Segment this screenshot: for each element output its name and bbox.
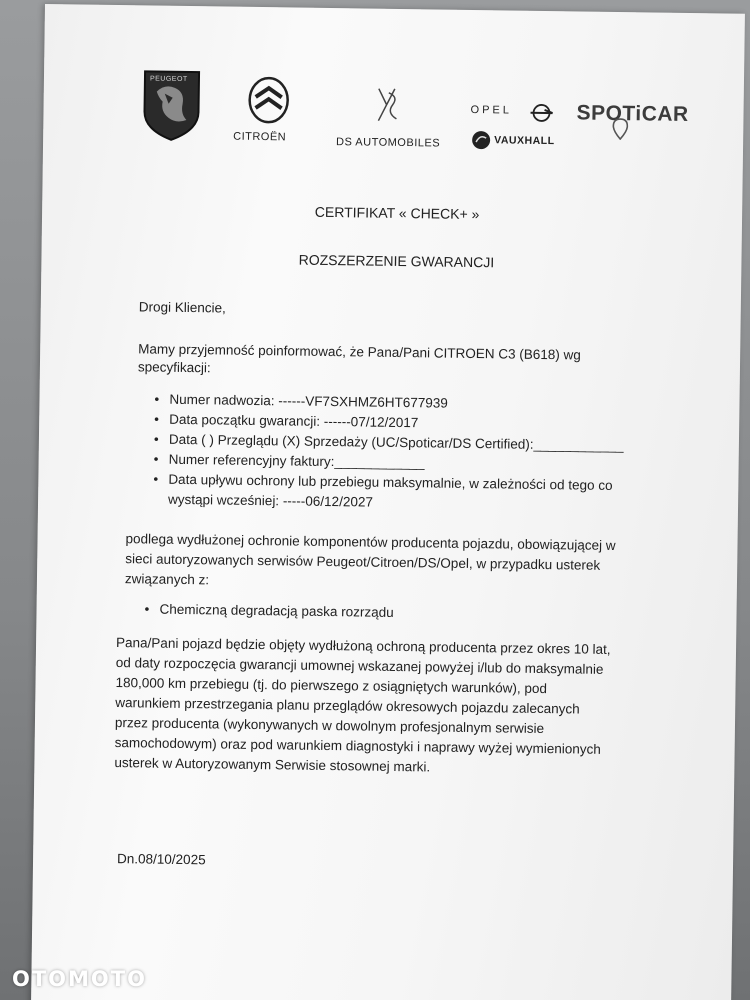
greeting-text: Drogi Kliencie, [138,299,226,316]
spec-item-body-number: • Numer nadwozia: ------VF7SXHMZ6HT677939 [154,390,624,417]
brand-logos [138,67,689,164]
terms-line: usterek w Autoryzowanym Serwisie stosownej marki. [114,755,431,775]
defect-list [144,599,393,622]
citroen-logo [230,75,311,156]
spec-item-expiry: • Data upływu ochrony lub przebiegu maksymalnie, w zależności od tego co [153,470,623,497]
terms-line: Pana/Pani pojazd będzie objęty wydłużoną ochroną producenta przez okres 10 lat, [115,635,611,657]
spec-item-invoice-reference: • Numer referencyjny faktury:____________ [154,450,624,477]
coverage-line-2: sieci autoryzowanych serwisów Peugeot/Citroen/DS/Opel, w przypadku usterek [125,551,601,573]
spoticar-wordmark: SPOTiCAR [576,101,689,126]
terms-line: od daty rozpoczęcia gwarancji umownej wskazanej powyżej i/lub do maksymalnie [115,655,604,677]
spec-list [153,390,624,517]
coverage-line-1: podlega wydłużonej ochronie komponentów producenta pojazdu, obowiązującej w [125,531,616,554]
location-pin-icon [612,118,628,140]
peugeot-logo [138,67,205,142]
terms-line: 180,000 km przebiegu (tj. do pierwszego z osiągniętych warunków), pod [115,675,548,697]
vauxhall-griffin-icon [470,130,492,150]
vauxhall-wordmark: VAUXHALL [494,134,555,148]
citroen-wordmark: CITROËN [233,130,287,144]
document-date: Dn.08/10/2025 [116,851,206,868]
peugeot-wordmark: PEUGEOT [149,75,188,83]
opel-vauxhall-logo [470,90,561,161]
spec-item-warranty-start: • Data początku gwarancji: ------07/12/2017 [154,410,624,437]
intro-line-1: Mamy przyjemność poinformować, że Pana/Pani CITROEN C3 (B618) wg [138,341,581,363]
otomoto-watermark: OTOMOTO [12,967,147,991]
document-sheet [31,4,745,1000]
spoticar-logo [576,101,697,147]
ds-emblem-icon [336,84,447,130]
intro-line-2: specyfikacji: [137,359,211,376]
spec-item-inspection-sale-date: • Data ( ) Przeglądu (X) Sprzedaży (UC/Spoticar/DS Certified):____________ [154,430,624,457]
ds-logo [336,84,447,156]
certificate-subtitle: ROZSZERZENIE GWARANCJI [298,251,495,271]
citroen-chevrons-icon [230,75,311,126]
coverage-line-3: związanych z: [124,571,210,588]
defect-item: • Chemiczną degradacją paska rozrządu [144,599,393,622]
spec-item-expiry-continued: wystąpi wcześniej: -----06/12/2027 [167,491,374,510]
terms-line: przez producenta (wykonywanych w dowolnym profesjonalnym serwisie [114,715,545,737]
opel-blitz-icon [528,103,554,123]
opel-wordmark: OPEL [470,103,513,117]
ds-wordmark: DS AUTOMOBILES [336,136,441,150]
terms-line: samochodowym) oraz pod warunkiem diagnostyki i naprawy wyżej wymienionych [114,735,601,757]
terms-line: warunkiem przestrzegania planu przeglądów okresowych pojazdu zalecanych [115,695,580,717]
certificate-title: CERTIFIKAT « CHECK+ » [314,203,480,223]
